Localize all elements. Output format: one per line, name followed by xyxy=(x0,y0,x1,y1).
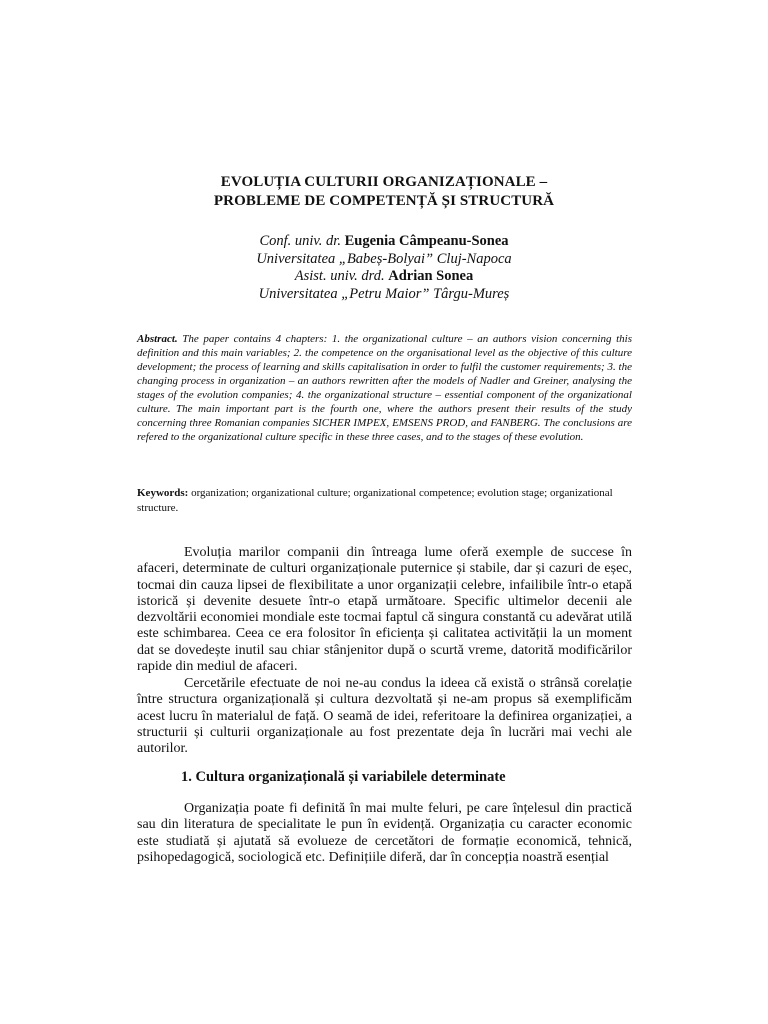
author-1 xyxy=(0,233,768,251)
abstract-text: The paper contains 4 chapters: 1. the organizational culture – an authors vision concerning this definition and this main variables; 2. the competence on the organisational level as the objective of this culture development; the process of learning and skills capitalisation in order to fulfil the customer requirements; 3. the changing process in organization – an authors rewritten after the models of Nadler and Greiner, analysing the stages of the evolution companies; 4. the organizational structure – essential component of the organizational culture. The main important part is the fourth one, where the authors present their results of the study concerning three Romanian companies SICHER IMPEX, EMSENS PROD, and FANBERG. The conclusions are refered to the organizational culture specific in these three cases, and to the stages of these evolution. xyxy=(137,333,632,443)
author-2 xyxy=(0,268,768,286)
paragraph-1: Evoluția marilor companii din întreaga lume oferă exemple de succese în afaceri, determinate de culturi organizaționale puternice și stabile, dar și cazuri de eșec, tocmai din cauza lipsei de flexibilitate a unor organizații celebre, infailibile într-o etapă istorică și devenite desuete într-o etapă următoare. Specific ultimelor decenii ale dezvoltării economiei mondiale este tocmai faptul că singura constantă cu adevărat utilă este schimbarea. Ceea ce era folositor în eficiența și calitatea activității la un moment dat se dovedește inutil sau chiar stânjenitor după o scurtă vreme, datorită modificărilor rapide din mediul de afaceri. xyxy=(137,545,632,674)
paragraph-2: Cercetările efectuate de noi ne-au condus la ideea că există o strânsă corelație între structura organizațională și cultura dezvoltată și ne-am propus să exemplificăm acest lucru în materialul de față. O seamă de idei, referitoare la definirea organizației, a structurii și culturii organizaționale au fost prezentate deja în lucrări mai vechi ale autorilor. xyxy=(137,676,632,756)
author-2-name: Adrian Sonea xyxy=(388,268,474,284)
author-2-affiliation: Universitatea „Petru Maior” Târgu-Mureș xyxy=(258,285,510,302)
author-2-title: Asist. univ. drd. xyxy=(294,268,389,284)
title-line-1: EVOLUȚIA CULTURII ORGANIZAȚIONALE – xyxy=(220,174,548,190)
keywords xyxy=(137,486,632,515)
paper-title xyxy=(0,173,768,211)
abstract xyxy=(137,332,632,444)
keywords-text: organization; organizational culture; organizational competence; evolution stage; organizational structure. xyxy=(137,487,613,514)
abstract-label: Abstract. xyxy=(137,333,178,345)
keywords-label: Keywords: xyxy=(137,487,189,499)
author-1-name: Eugenia Câmpeanu-Sonea xyxy=(344,233,509,249)
section-heading-1: 1. Cultura organizațională și variabilele determinate xyxy=(181,769,506,785)
title-line-2: PROBLEME DE COMPETENȚĂ ȘI STRUCTURĂ xyxy=(213,193,555,209)
author-1-title: Conf. univ. dr. xyxy=(259,233,345,249)
paragraph-3: Organizația poate fi definită în mai multe feluri, pe care înțelesul din practică sau din literatura de specialitate le pun în evidență. Organizația cu caracter economic este studiată și ajutată să evolueze de cercetători de formație economică, tehnică, psihopedagogică, sociologică etc. Definițiile diferă, dar în concepția noastră esențial xyxy=(137,801,632,865)
author-1-affiliation: Universitatea „Babeș-Bolyai” Cluj-Napoca xyxy=(256,250,512,267)
author-block xyxy=(0,233,768,303)
